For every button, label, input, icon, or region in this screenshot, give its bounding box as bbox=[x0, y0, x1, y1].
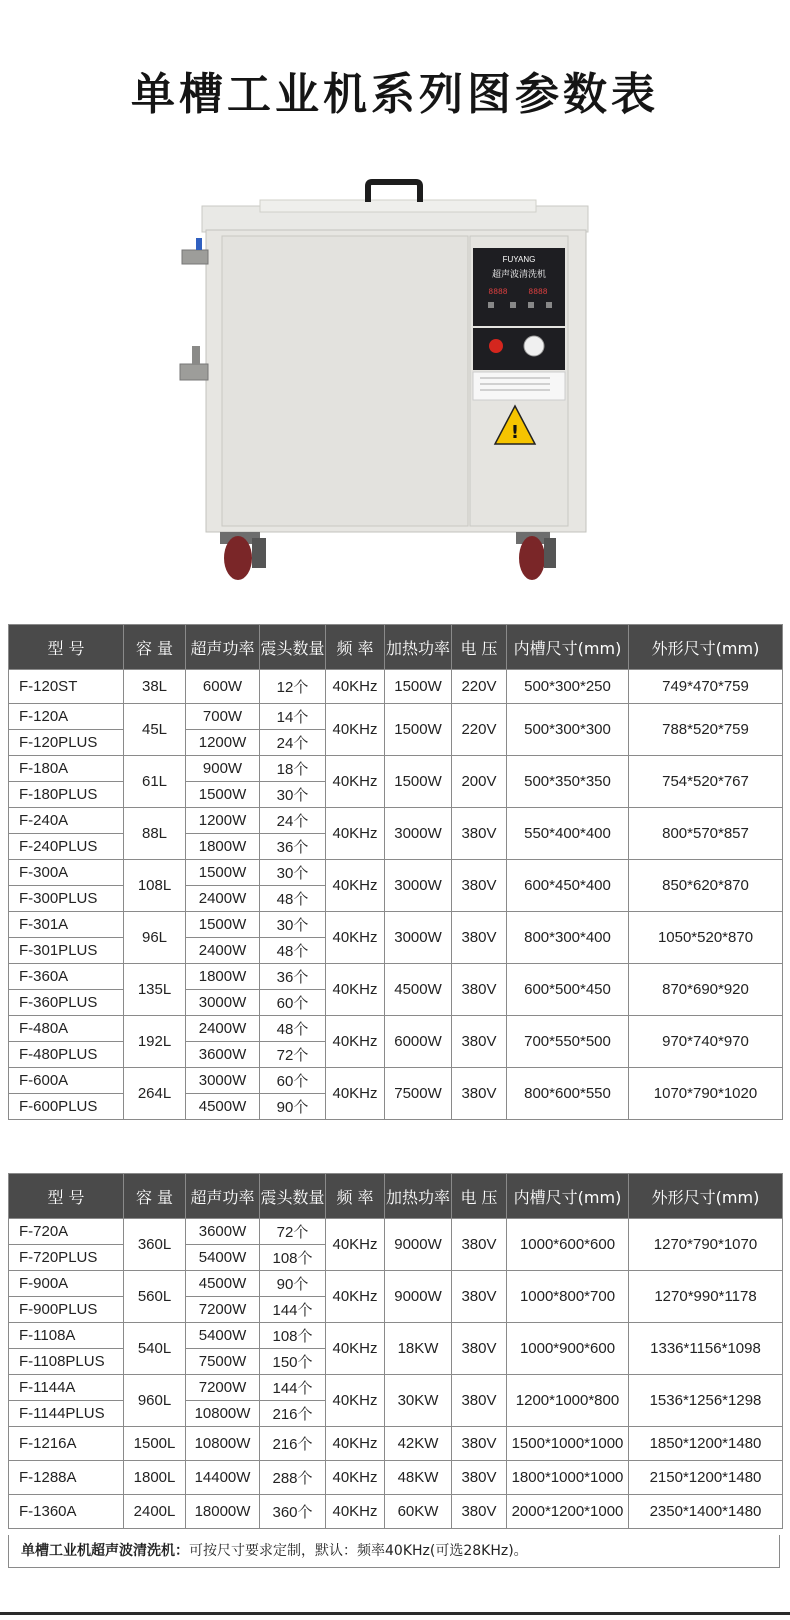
model-cell: F-480PLUS bbox=[9, 1042, 124, 1068]
temp-display: 8888 bbox=[528, 288, 548, 297]
caster-wheel-icon bbox=[516, 532, 556, 580]
column-header: 频 率 bbox=[326, 1174, 385, 1219]
heat-cell: 3000W bbox=[385, 860, 452, 912]
heads-cell: 14个 bbox=[260, 704, 326, 730]
power-cell: 3600W bbox=[186, 1219, 260, 1245]
voltage-cell: 380V bbox=[452, 1271, 507, 1323]
heads-cell: 90个 bbox=[260, 1271, 326, 1297]
panel-name: 超声波清洗机 bbox=[491, 270, 547, 280]
model-cell: F-120ST bbox=[9, 670, 124, 704]
table-row bbox=[9, 860, 783, 886]
voltage-cell: 380V bbox=[452, 912, 507, 964]
column-header: 电 压 bbox=[452, 625, 507, 670]
freq-cell: 40KHz bbox=[326, 860, 385, 912]
outer-cell: 970*740*970 bbox=[629, 1016, 783, 1068]
power-cell: 1800W bbox=[186, 964, 260, 990]
heads-cell: 72个 bbox=[260, 1219, 326, 1245]
heat-cell: 9000W bbox=[385, 1219, 452, 1271]
model-cell: F-720A bbox=[9, 1219, 124, 1245]
capacity-cell: 360L bbox=[124, 1219, 186, 1271]
outer-cell: 749*470*759 bbox=[629, 670, 783, 704]
timer-display: 8888 bbox=[488, 288, 508, 297]
model-cell: F-300PLUS bbox=[9, 886, 124, 912]
column-header: 震头数量 bbox=[260, 1174, 326, 1219]
capacity-cell: 264L bbox=[124, 1068, 186, 1120]
power-cell: 2400W bbox=[186, 886, 260, 912]
heads-cell: 48个 bbox=[260, 1016, 326, 1042]
note-text: 可按尺寸要求定制，默认：频率40KHz(可选28KHz)。 bbox=[189, 1543, 528, 1559]
outer-cell: 1070*790*1020 bbox=[629, 1068, 783, 1120]
heat-cell: 3000W bbox=[385, 808, 452, 860]
heat-cell: 48KW bbox=[385, 1461, 452, 1495]
heads-cell: 144个 bbox=[260, 1375, 326, 1401]
capacity-cell: 540L bbox=[124, 1323, 186, 1375]
heat-cell: 3000W bbox=[385, 912, 452, 964]
inner-cell: 1800*1000*1000 bbox=[507, 1461, 629, 1495]
heads-cell: 288个 bbox=[260, 1461, 326, 1495]
outer-cell: 1270*990*1178 bbox=[629, 1271, 783, 1323]
table-row bbox=[9, 1271, 783, 1297]
column-header: 内槽尺寸(mm) bbox=[507, 1174, 629, 1219]
table-row bbox=[9, 1461, 783, 1495]
heads-cell: 48个 bbox=[260, 938, 326, 964]
inner-cell: 800*300*400 bbox=[507, 912, 629, 964]
inner-cell: 1000*600*600 bbox=[507, 1219, 629, 1271]
power-cell: 10800W bbox=[186, 1427, 260, 1461]
spec-table-1 bbox=[8, 624, 783, 1120]
outer-cell: 788*520*759 bbox=[629, 704, 783, 756]
capacity-cell: 560L bbox=[124, 1271, 186, 1323]
model-cell: F-180A bbox=[9, 756, 124, 782]
panel-button bbox=[528, 302, 534, 308]
model-cell: F-1216A bbox=[9, 1427, 124, 1461]
heat-cell: 4500W bbox=[385, 964, 452, 1016]
outer-cell: 1536*1256*1298 bbox=[629, 1375, 783, 1427]
power-cell: 14400W bbox=[186, 1461, 260, 1495]
outer-cell: 800*570*857 bbox=[629, 808, 783, 860]
model-cell: F-1288A bbox=[9, 1461, 124, 1495]
outer-cell: 1336*1156*1098 bbox=[629, 1323, 783, 1375]
heads-cell: 90个 bbox=[260, 1094, 326, 1120]
heat-cell: 1500W bbox=[385, 704, 452, 756]
voltage-cell: 380V bbox=[452, 1068, 507, 1120]
power-cell: 600W bbox=[186, 670, 260, 704]
power-cell: 3000W bbox=[186, 1068, 260, 1094]
column-header: 容 量 bbox=[124, 1174, 186, 1219]
bottom-divider bbox=[0, 1612, 790, 1615]
inner-cell: 1500*1000*1000 bbox=[507, 1427, 629, 1461]
model-cell: F-120A bbox=[9, 704, 124, 730]
heads-cell: 30个 bbox=[260, 782, 326, 808]
model-cell: F-360A bbox=[9, 964, 124, 990]
heads-cell: 18个 bbox=[260, 756, 326, 782]
overflow-valve-icon bbox=[180, 346, 208, 380]
outer-cell: 870*690*920 bbox=[629, 964, 783, 1016]
power-cell: 4500W bbox=[186, 1271, 260, 1297]
inner-cell: 2000*1200*1000 bbox=[507, 1495, 629, 1529]
heads-cell: 144个 bbox=[260, 1297, 326, 1323]
heat-cell: 6000W bbox=[385, 1016, 452, 1068]
page-title: 单槽工业机系列图参数表 bbox=[131, 69, 659, 120]
inner-cell: 800*600*550 bbox=[507, 1068, 629, 1120]
heat-cell: 42KW bbox=[385, 1427, 452, 1461]
heads-cell: 30个 bbox=[260, 860, 326, 886]
table-row bbox=[9, 1016, 783, 1042]
power-cell: 1500W bbox=[186, 782, 260, 808]
inner-cell: 1000*900*600 bbox=[507, 1323, 629, 1375]
table-row bbox=[9, 1323, 783, 1349]
freq-cell: 40KHz bbox=[326, 1016, 385, 1068]
outer-cell: 2150*1200*1480 bbox=[629, 1461, 783, 1495]
model-cell: F-301PLUS bbox=[9, 938, 124, 964]
heads-cell: 108个 bbox=[260, 1245, 326, 1271]
inner-cell: 1200*1000*800 bbox=[507, 1375, 629, 1427]
power-cell: 900W bbox=[186, 756, 260, 782]
capacity-cell: 960L bbox=[124, 1375, 186, 1427]
power-cell: 1500W bbox=[186, 912, 260, 938]
capacity-cell: 108L bbox=[124, 860, 186, 912]
heads-cell: 360个 bbox=[260, 1495, 326, 1529]
table-row bbox=[9, 1375, 783, 1401]
drain-valve-icon bbox=[182, 238, 208, 264]
heads-cell: 108个 bbox=[260, 1323, 326, 1349]
table-row bbox=[9, 1427, 783, 1461]
model-cell: F-1108PLUS bbox=[9, 1349, 124, 1375]
heads-cell: 72个 bbox=[260, 1042, 326, 1068]
column-header: 外形尺寸(mm) bbox=[629, 1174, 783, 1219]
power-cell: 1500W bbox=[186, 860, 260, 886]
model-cell: F-120PLUS bbox=[9, 730, 124, 756]
heads-cell: 30个 bbox=[260, 912, 326, 938]
capacity-cell: 192L bbox=[124, 1016, 186, 1068]
column-header: 震头数量 bbox=[260, 625, 326, 670]
heads-cell: 216个 bbox=[260, 1427, 326, 1461]
inner-cell: 550*400*400 bbox=[507, 808, 629, 860]
capacity-cell: 45L bbox=[124, 704, 186, 756]
outer-cell: 850*620*870 bbox=[629, 860, 783, 912]
outer-cell: 1270*790*1070 bbox=[629, 1219, 783, 1271]
power-switch-icon bbox=[489, 339, 503, 353]
heat-cell: 7500W bbox=[385, 1068, 452, 1120]
voltage-cell: 380V bbox=[452, 1016, 507, 1068]
voltage-cell: 220V bbox=[452, 670, 507, 704]
column-header: 超声功率 bbox=[186, 625, 260, 670]
power-cell: 10800W bbox=[186, 1401, 260, 1427]
outer-cell: 754*520*767 bbox=[629, 756, 783, 808]
model-cell: F-900A bbox=[9, 1271, 124, 1297]
svg-text:!: ! bbox=[510, 422, 520, 443]
power-cell: 7500W bbox=[186, 1349, 260, 1375]
capacity-cell: 61L bbox=[124, 756, 186, 808]
power-cell: 1200W bbox=[186, 730, 260, 756]
model-cell: F-240PLUS bbox=[9, 834, 124, 860]
table-row bbox=[9, 1068, 783, 1094]
model-cell: F-900PLUS bbox=[9, 1297, 124, 1323]
model-cell: F-1108A bbox=[9, 1323, 124, 1349]
power-cell: 5400W bbox=[186, 1245, 260, 1271]
freq-cell: 40KHz bbox=[326, 1271, 385, 1323]
power-cell: 5400W bbox=[186, 1323, 260, 1349]
power-cell: 700W bbox=[186, 704, 260, 730]
heads-cell: 48个 bbox=[260, 886, 326, 912]
table-row bbox=[9, 1219, 783, 1245]
column-header: 型 号 bbox=[9, 625, 124, 670]
model-cell: F-1360A bbox=[9, 1495, 124, 1529]
freq-cell: 40KHz bbox=[326, 964, 385, 1016]
voltage-cell: 380V bbox=[452, 1375, 507, 1427]
voltage-cell: 380V bbox=[452, 1495, 507, 1529]
freq-cell: 40KHz bbox=[326, 1068, 385, 1120]
table-row bbox=[9, 808, 783, 834]
power-cell: 7200W bbox=[186, 1297, 260, 1323]
power-knob-icon bbox=[524, 336, 544, 356]
voltage-cell: 200V bbox=[452, 756, 507, 808]
panel-button bbox=[510, 302, 516, 308]
freq-cell: 40KHz bbox=[326, 1461, 385, 1495]
heat-cell: 18KW bbox=[385, 1323, 452, 1375]
model-cell: F-360PLUS bbox=[9, 990, 124, 1016]
table-row bbox=[9, 964, 783, 990]
capacity-cell: 88L bbox=[124, 808, 186, 860]
table-row bbox=[9, 704, 783, 730]
voltage-cell: 380V bbox=[452, 1427, 507, 1461]
capacity-cell: 96L bbox=[124, 912, 186, 964]
power-cell: 18000W bbox=[186, 1495, 260, 1529]
outer-cell: 1050*520*870 bbox=[629, 912, 783, 964]
freq-cell: 40KHz bbox=[326, 1427, 385, 1461]
power-cell: 2400W bbox=[186, 938, 260, 964]
caster-wheel-icon bbox=[220, 532, 266, 580]
model-cell: F-720PLUS bbox=[9, 1245, 124, 1271]
freq-cell: 40KHz bbox=[326, 756, 385, 808]
voltage-cell: 380V bbox=[452, 964, 507, 1016]
freq-cell: 40KHz bbox=[326, 1219, 385, 1271]
model-cell: F-1144PLUS bbox=[9, 1401, 124, 1427]
power-cell: 7200W bbox=[186, 1375, 260, 1401]
model-cell: F-1144A bbox=[9, 1375, 124, 1401]
heat-cell: 30KW bbox=[385, 1375, 452, 1427]
heads-cell: 24个 bbox=[260, 808, 326, 834]
heads-cell: 60个 bbox=[260, 990, 326, 1016]
capacity-cell: 38L bbox=[124, 670, 186, 704]
panel-button bbox=[488, 302, 494, 308]
voltage-cell: 380V bbox=[452, 860, 507, 912]
model-cell: F-600A bbox=[9, 1068, 124, 1094]
machine-photo bbox=[170, 178, 620, 608]
note-label: 单槽工业机超声波清洗机： bbox=[21, 1543, 189, 1559]
spec-table-2 bbox=[8, 1173, 783, 1529]
power-cell: 4500W bbox=[186, 1094, 260, 1120]
freq-cell: 40KHz bbox=[326, 1495, 385, 1529]
panel-button bbox=[546, 302, 552, 308]
model-cell: F-301A bbox=[9, 912, 124, 938]
outer-cell: 2350*1400*1480 bbox=[629, 1495, 783, 1529]
table-row bbox=[9, 1495, 783, 1529]
power-cell: 1200W bbox=[186, 808, 260, 834]
column-header: 内槽尺寸(mm) bbox=[507, 625, 629, 670]
column-header: 外形尺寸(mm) bbox=[629, 625, 783, 670]
heat-cell: 1500W bbox=[385, 670, 452, 704]
voltage-cell: 380V bbox=[452, 1323, 507, 1375]
freq-cell: 40KHz bbox=[326, 912, 385, 964]
voltage-cell: 380V bbox=[452, 1461, 507, 1495]
heads-cell: 36个 bbox=[260, 964, 326, 990]
panel-brand: FUYANG bbox=[502, 255, 536, 264]
capacity-cell: 2400L bbox=[124, 1495, 186, 1529]
table-header-row bbox=[9, 625, 783, 670]
column-header: 加热功率 bbox=[385, 1174, 452, 1219]
inner-cell: 700*550*500 bbox=[507, 1016, 629, 1068]
table-header-row bbox=[9, 1174, 783, 1219]
freq-cell: 40KHz bbox=[326, 1323, 385, 1375]
voltage-cell: 220V bbox=[452, 704, 507, 756]
heads-cell: 60个 bbox=[260, 1068, 326, 1094]
model-cell: F-600PLUS bbox=[9, 1094, 124, 1120]
model-cell: F-300A bbox=[9, 860, 124, 886]
heat-cell: 9000W bbox=[385, 1271, 452, 1323]
heads-cell: 150个 bbox=[260, 1349, 326, 1375]
heads-cell: 216个 bbox=[260, 1401, 326, 1427]
heads-cell: 12个 bbox=[260, 670, 326, 704]
outer-cell: 1850*1200*1480 bbox=[629, 1427, 783, 1461]
column-header: 型 号 bbox=[9, 1174, 124, 1219]
inner-cell: 500*300*250 bbox=[507, 670, 629, 704]
column-header: 电 压 bbox=[452, 1174, 507, 1219]
model-cell: F-480A bbox=[9, 1016, 124, 1042]
inner-cell: 500*300*300 bbox=[507, 704, 629, 756]
inner-cell: 1000*800*700 bbox=[507, 1271, 629, 1323]
freq-cell: 40KHz bbox=[326, 670, 385, 704]
column-header: 频 率 bbox=[326, 625, 385, 670]
heads-cell: 36个 bbox=[260, 834, 326, 860]
column-header: 超声功率 bbox=[186, 1174, 260, 1219]
power-cell: 1800W bbox=[186, 834, 260, 860]
inner-cell: 600*450*400 bbox=[507, 860, 629, 912]
freq-cell: 40KHz bbox=[326, 704, 385, 756]
heads-cell: 24个 bbox=[260, 730, 326, 756]
model-cell: F-180PLUS bbox=[9, 782, 124, 808]
table-row bbox=[9, 756, 783, 782]
model-cell: F-240A bbox=[9, 808, 124, 834]
column-header: 加热功率 bbox=[385, 625, 452, 670]
capacity-cell: 1800L bbox=[124, 1461, 186, 1495]
custom-note bbox=[8, 1535, 780, 1568]
inner-cell: 500*350*350 bbox=[507, 756, 629, 808]
freq-cell: 40KHz bbox=[326, 808, 385, 860]
table-row bbox=[9, 670, 783, 704]
voltage-cell: 380V bbox=[452, 808, 507, 860]
table-row bbox=[9, 912, 783, 938]
freq-cell: 40KHz bbox=[326, 1375, 385, 1427]
power-cell: 2400W bbox=[186, 1016, 260, 1042]
inner-cell: 600*500*450 bbox=[507, 964, 629, 1016]
capacity-cell: 135L bbox=[124, 964, 186, 1016]
power-cell: 3600W bbox=[186, 1042, 260, 1068]
column-header: 容 量 bbox=[124, 625, 186, 670]
heat-cell: 60KW bbox=[385, 1495, 452, 1529]
voltage-cell: 380V bbox=[452, 1219, 507, 1271]
power-cell: 3000W bbox=[186, 990, 260, 1016]
heat-cell: 1500W bbox=[385, 756, 452, 808]
capacity-cell: 1500L bbox=[124, 1427, 186, 1461]
